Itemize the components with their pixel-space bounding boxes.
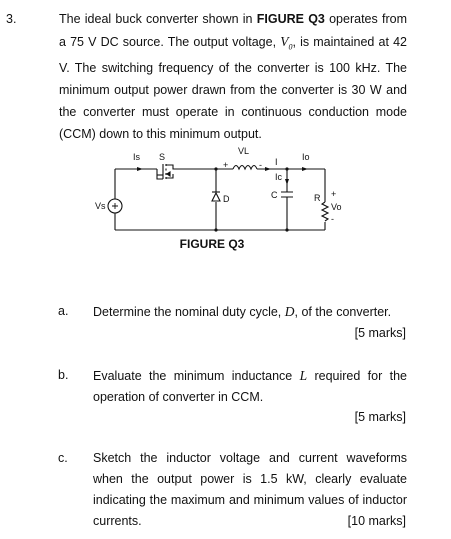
label-vo-plus: + (331, 189, 337, 199)
output-voltage-symbol: $V_0$ (280, 33, 293, 52)
statement-text-2: operates from a 75 V DC source. The output voltage, (59, 12, 407, 49)
part-a-marks: [5 marks] (354, 326, 406, 340)
label-r: R (314, 193, 321, 203)
label-vl-plus: + (223, 160, 229, 170)
label-vo-minus: - (331, 214, 334, 224)
current-arrow-io-icon (302, 167, 308, 171)
diode-icon (212, 192, 220, 201)
statement-text-1: The ideal buck converter shown in (59, 12, 257, 26)
figure-caption: FIGURE Q3 (179, 237, 245, 251)
part-b-text: Evaluate the minimum inductance L required for the operation of converter in CCM. (93, 368, 407, 404)
part-c-text: Sketch the inductor voltage and current waveforms when the output power is 1.5 kW, clearly evaluate indicating the maximum and minimum values of inductor currents. (93, 451, 407, 528)
label-io: Io (302, 152, 310, 162)
part-a-letter: a. (58, 304, 69, 318)
part-b-marks: [5 marks] (354, 410, 406, 424)
part-b-letter: b. (58, 368, 69, 382)
label-s: S (159, 152, 166, 162)
label-is: Is (133, 152, 141, 162)
label-d: D (223, 194, 230, 204)
part-c-letter: c. (58, 451, 68, 465)
figure-reference: FIGURE Q3 (256, 12, 325, 26)
duty-cycle-symbol: D (284, 304, 295, 319)
statement-text-3: , is maintained at 42 V. The switching frequency of the converter is 100 kHz. The minimum output power drawn from the converter is 30 W and the converter must operate in continuous conduction mode (CCM) down to this minimum output. (59, 34, 407, 141)
junction-dot (285, 167, 288, 170)
mosfet-switch-icon (157, 164, 181, 179)
question-number: 3. (6, 12, 17, 26)
question-statement (59, 9, 407, 145)
current-arrow-is-icon (137, 167, 143, 171)
junction-dot (214, 228, 217, 231)
inductor-icon (233, 166, 257, 170)
junction-dot (285, 228, 288, 231)
label-vl-minus: - (259, 160, 262, 170)
junction-dot (214, 167, 217, 170)
label-i: I (275, 157, 278, 167)
part-a-text: Determine the nominal duty cycle, D, of the converter. (93, 304, 392, 319)
resistor-icon (322, 202, 328, 221)
label-c: C (271, 190, 278, 200)
label-vl: VL (238, 146, 250, 156)
buck-converter-circuit (95, 142, 342, 250)
current-arrow-ic-icon (285, 179, 289, 185)
current-arrow-i-icon (265, 167, 271, 171)
capacitor-icon (281, 192, 293, 197)
part-c-marks: [10 marks] (347, 514, 406, 528)
label-ic: Ic (275, 172, 283, 182)
label-vo: Vo (331, 202, 342, 212)
inductance-symbol: L (299, 368, 308, 383)
label-vs: Vs (95, 201, 106, 211)
